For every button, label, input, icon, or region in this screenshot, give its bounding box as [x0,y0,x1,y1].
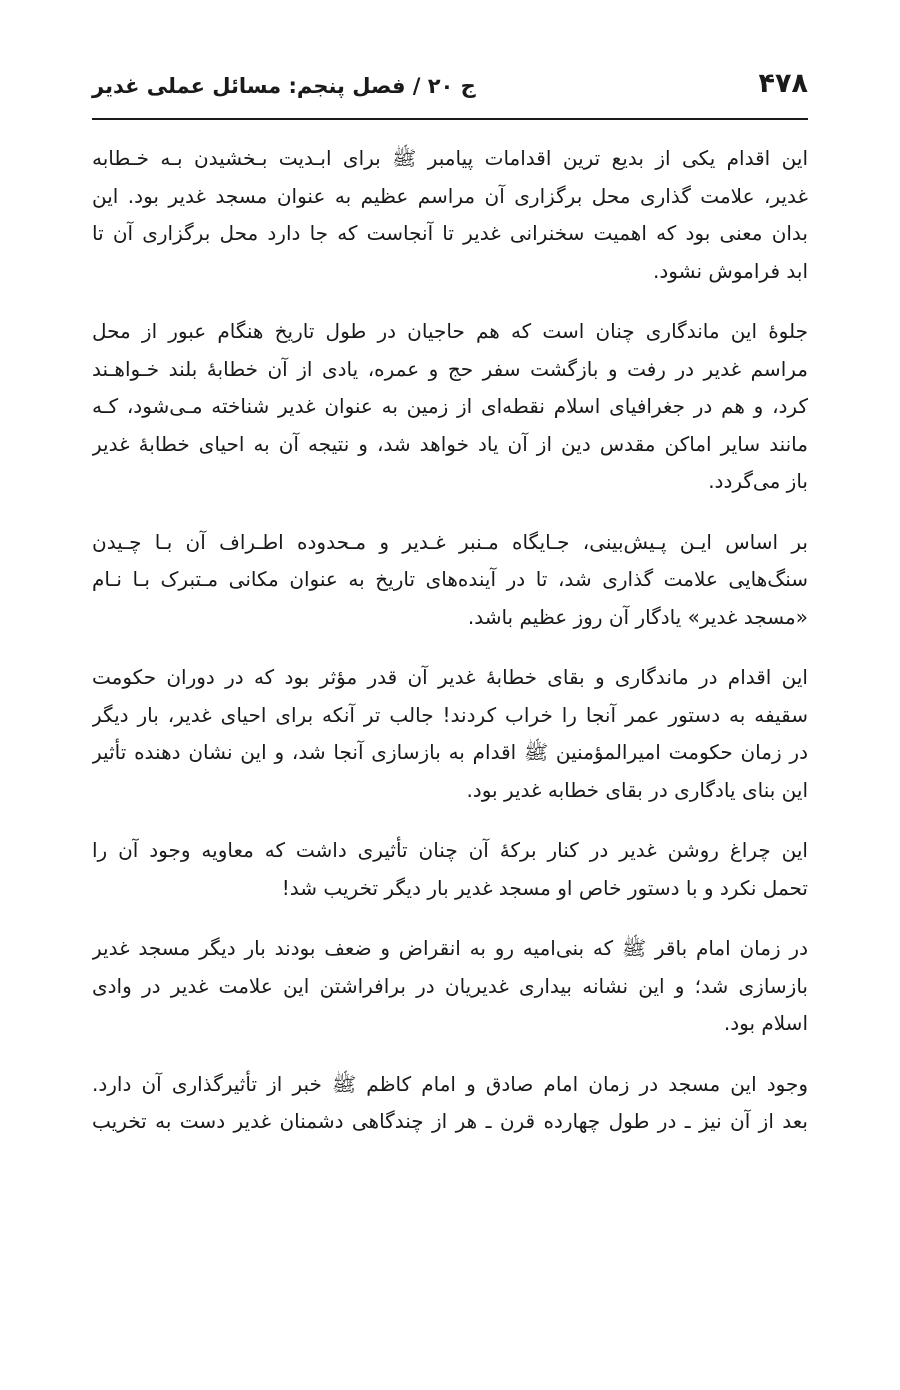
text-line: این بنای یادگاری در بقای خطابه غدیر بود. [466,777,808,802]
text-line: در زمان امام باقر ﷺ که بنی‌امیه رو به انقراض و ضعف بودند بار دیگر مسجد غدیر [92,936,808,960]
text-line: این اقدام یکی از بدیع ترین اقدامات پیامبر ﷺ برای ابـدیت بـخشیدن بـه خـطابه [92,146,808,170]
text-line: بازسازی شد؛ و این نشانه بیداری غدیریان در برافراشتن این علامت غدیر در وادی [92,973,808,998]
paragraph-3 [92,524,808,637]
paragraph-4 [92,659,808,809]
paragraph-6 [92,930,808,1043]
page-number: ۴۷۸ [758,68,808,99]
paragraph-2 [92,313,808,501]
text-line: جلوهٔ این ماندگاری چنان است که هم حاجیان در طول تاریخ هنگام عبور از محل [92,319,808,343]
text-line: این اقدام در ماندگاری و بقای خطابهٔ غدیر آن قدر مؤثر بود که در دوران حکومت [92,665,808,689]
text-line: سقیفه به دستور عمر آنجا را خراب کردند! جالب تر آنکه برای احیای غدیر، بار دیگر [92,702,808,727]
text-line: مراسم غدیر در رفت و بازگشت سفر حج و عمره، یادی از آن خطابهٔ بلند خـواهـند [92,356,808,381]
body-text [92,140,808,1164]
text-line: «مسجد غدیر» یادگار آن روز عظیم باشد. [467,604,808,629]
chapter-title: ج ۲۰ / فصل پنجم: مسائل عملی غدیر [92,74,476,98]
running-header [92,62,808,120]
text-line: وجود این مسجد در زمان امام صادق و امام کاظم ﷺ خبر از تأثیرگذاری آن دارد. [92,1071,808,1096]
paragraph-5 [92,832,808,907]
text-line: کرد، و هم در جغرافیای اسلام نقطه‌ای از زمین به عنوان غدیر شناخته مـی‌شود، کـه [92,394,808,418]
text-line: ابد فراموش نشود. [653,258,808,283]
text-line: در زمان حکومت امیرالمؤمنین ﷺ اقدام به بازسازی آنجا شد، و این نشان دهنده تأثیر [92,740,808,764]
text-line: باز می‌گردد. [708,469,808,493]
text-line: غدیر، علامت گذاری محل برگزاری آن مراسم عظیم به عنوان مسجد غدیر بود. این [92,183,808,208]
text-line: تحمل نکرد و با دستور خاص او مسجد غدیر بار دیگر تخریب شد! [281,875,808,900]
text-line: سنگ‌هایی علامت گذاری شد، تا در آینده‌های تاریخ به عنوان مکانی مـتبرک بـا نـام [92,567,808,591]
text-line: بدان معنی بود که اهمیت سخنرانی غدیر تا آنجاست که جا دارد محل برگزاری آن تا [92,221,808,245]
text-line: این چراغ روشن غدیر در کنار برکهٔ آن چنان تأثیری داشت که معاویه وجود آن را [92,838,808,862]
paragraph-1 [92,140,808,290]
text-line: مانند سایر اماکن مقدس دین از آن یاد خواهد شد، و نتیجه آن به احیای خطابهٔ غدیر [92,431,808,456]
paragraph-7 [92,1066,808,1141]
text-line: بر اساس ایـن پـیش‌بینی، جـایگاه مـنبر غـدیر و مـحدوده اطـراف آن بـا چـیدن [92,529,808,554]
text-line: بعد از آن نیز ـ در طول چهارده قرن ـ هر از چندگاهی دشمنان غدیر دست به تخریب [92,1109,808,1133]
text-line: اسلام بود. [723,1011,808,1035]
